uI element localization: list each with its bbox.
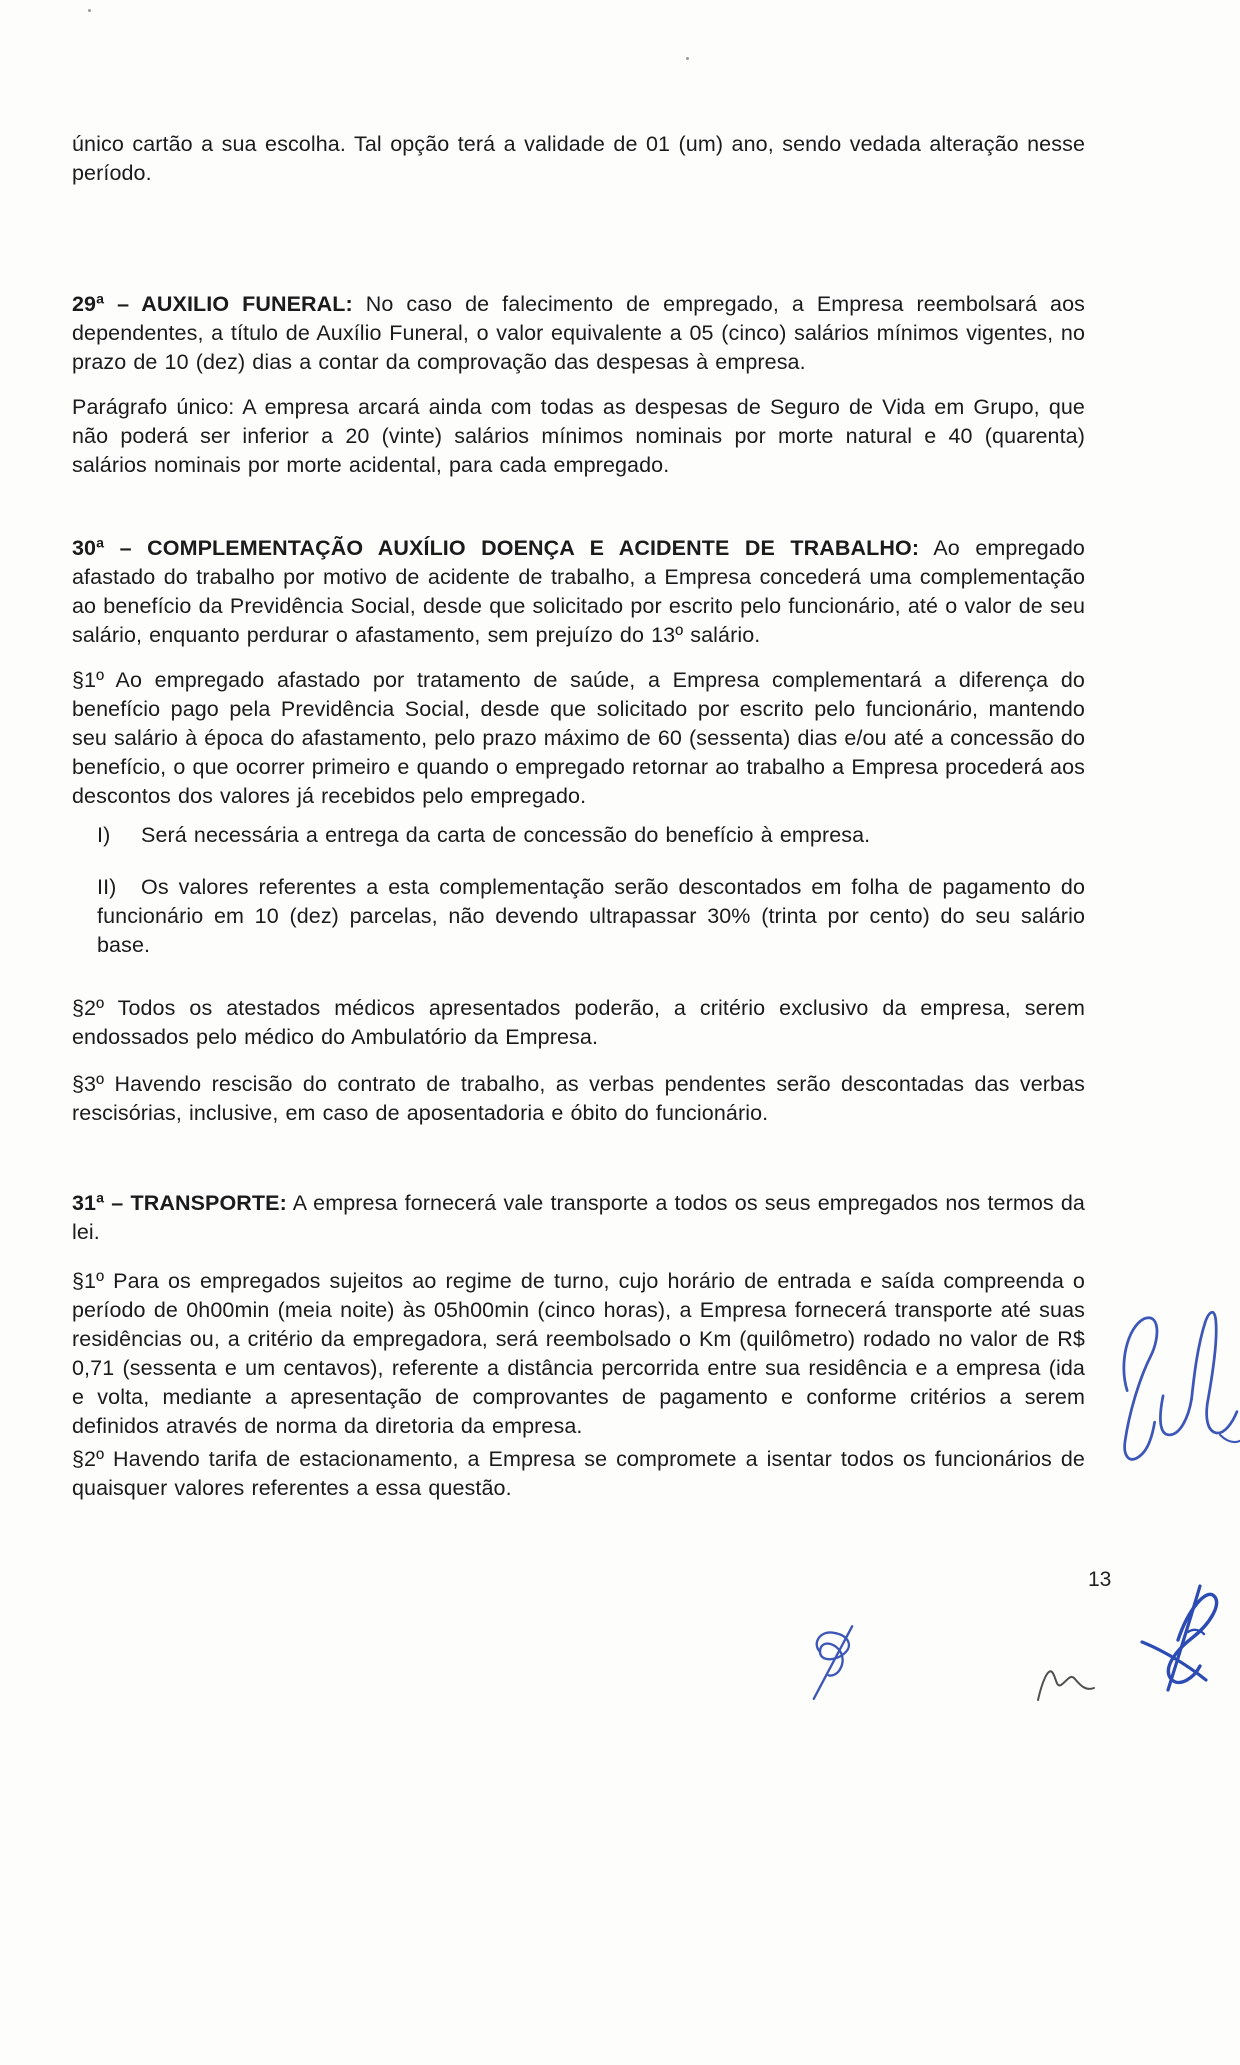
clause-30-par1: §1º Ao empregado afastado por tratamento de saúde, a Empresa complementará a diferença do benefício pago pela Previdência Social, desde que solicitado por escrito pelo funcionário, mantendo seu salário à época do afastamento, pelo prazo máximo de 60 (sessenta) dias e/ou até a concessão do benefício, o que ocorrer primeiro e quando o empregado retornar ao trabalho a Empresa procederá aos descontos dos valores já recebidos pelo empregado. — [72, 667, 1085, 808]
clause-29-title: 29ª – AUXILIO FUNERAL: — [72, 291, 353, 316]
continuation-paragraph: único cartão a sua escolha. Tal opção terá a validade de 01 (um) ano, sendo vedada alteração nesse período. — [72, 131, 1085, 185]
clause-30-par2: §2º Todos os atestados médicos apresentados poderão, a critério exclusivo da empresa, serem endossados pelo médico do Ambulatório da Empresa. — [72, 995, 1085, 1049]
item-2-marker: II) — [97, 874, 117, 899]
pen-squiggle-mark — [1034, 1660, 1099, 1705]
clause-31-title: 31ª – TRANSPORTE: — [72, 1190, 287, 1215]
signature-ink-bottom-right — [1128, 1580, 1228, 1695]
signature-ink-right-margin — [1112, 1285, 1240, 1475]
clause-29-paragraph — [72, 290, 1085, 377]
signature-ink-initials — [806, 1622, 861, 1702]
clause-30-item-2 — [97, 873, 1085, 960]
clause-30-paragraph — [72, 534, 1085, 650]
item-1-text: Será necessária a entrega da carta de concessão do benefício à empresa. — [141, 822, 871, 847]
page-number: 13 — [1088, 1568, 1112, 1591]
item-1-marker: I) — [97, 822, 111, 847]
clause-31-paragraph — [72, 1189, 1085, 1247]
clause-30-par3: §3º Havendo rescisão do contrato de trabalho, as verbas pendentes serão descontadas das verbas rescisórias, inclusive, em caso de aposentadoria e óbito do funcionário. — [72, 1071, 1085, 1125]
clause-31-par1: §1º Para os empregados sujeitos ao regime de turno, cujo horário de entrada e saída compreenda o período de 0h00min (meia noite) às 05h00min (cinco horas), a Empresa fornecerá transporte até suas residências ou, a critério da empregadora, será reembolsado o Km (quilômetro) rodado no valor de R$ 0,71 (sessenta e um centavos), referente a distância percorrida entre sua residência e a empresa (ida e volta, mediante a apresentação de comprovantes de pagamento e conforme critérios a serem definidos através de norma da diretoria da empresa. — [72, 1268, 1085, 1438]
clause-29-paragrafo-unico: Parágrafo único: A empresa arcará ainda com todas as despesas de Seguro de Vida em Grupo, que não poderá ser inferior a 20 (vinte) salários mínimos nominais por morte natural e 40 (quarenta) salários nominais por morte acidental, para cada empregado. — [72, 394, 1085, 477]
clause-31-body: A empresa fornecerá vale transporte a todos os seus empregados nos termos da lei. — [72, 1190, 1085, 1244]
clause-29-body: No caso de falecimento de empregado, a Empresa reembolsará aos dependentes, a título de Auxílio Funeral, o valor equivalente a 05 (cinco) salários mínimos vigentes, no prazo de 10 (dez) dias a contar da comprovação das despesas à empresa. — [72, 291, 1085, 374]
clause-31-par2: §2º Havendo tarifa de estacionamento, a Empresa se compromete a isentar todos os funcionários de quaisquer valores referentes a essa questão. — [72, 1446, 1085, 1500]
scan-speck — [686, 57, 689, 60]
clause-30-title: 30ª – COMPLEMENTAÇÃO AUXÍLIO DOENÇA E ACIDENTE DE TRABALHO: — [72, 535, 920, 560]
scan-speck — [88, 9, 91, 12]
item-2-text: Os valores referentes a esta complementação serão descontados em folha de pagamento do funcionário em 10 (dez) parcelas, não devendo ultrapassar 30% (trinta por cento) do seu salário base. — [97, 874, 1085, 957]
clause-30-body: Ao empregado afastado do trabalho por motivo de acidente de trabalho, a Empresa concederá uma complementação ao benefício da Previdência Social, desde que solicitado por escrito pelo funcionário, até o valor de seu salário, enquanto perdurar o afastamento, sem prejuízo do 13º salário. — [72, 535, 1085, 647]
clause-30-item-1 — [97, 821, 1085, 850]
